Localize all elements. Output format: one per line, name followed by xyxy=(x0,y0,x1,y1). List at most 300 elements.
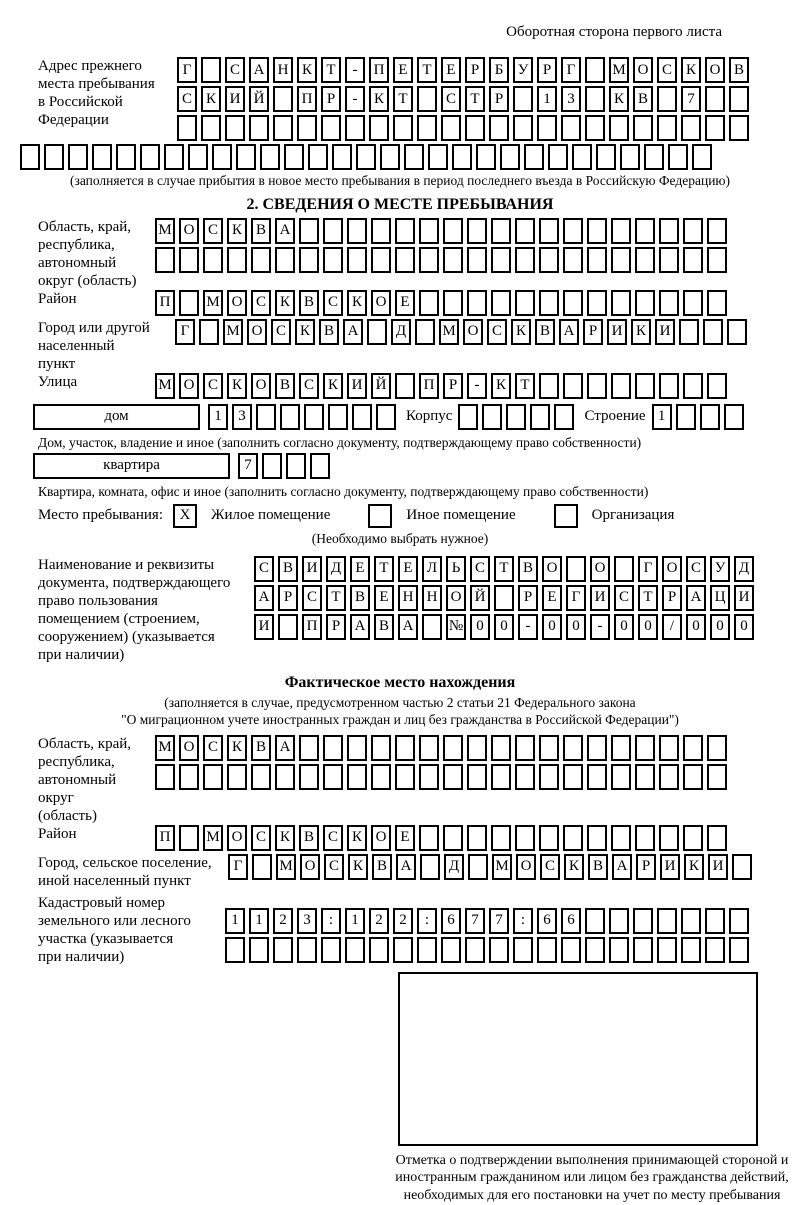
char-cell[interactable]: В xyxy=(535,319,555,345)
char-cell[interactable]: О xyxy=(542,556,562,582)
char-cell[interactable] xyxy=(683,735,703,761)
char-cell[interactable]: Л xyxy=(422,556,442,582)
char-cell[interactable] xyxy=(635,764,655,790)
char-cell[interactable]: В xyxy=(278,556,298,582)
char-cell[interactable] xyxy=(404,144,424,170)
char-cell[interactable]: М xyxy=(155,218,175,244)
char-cell[interactable]: 0 xyxy=(566,614,586,640)
char-cell[interactable] xyxy=(515,218,535,244)
char-cell[interactable]: В xyxy=(374,614,394,640)
char-cell[interactable]: Р xyxy=(321,86,341,112)
char-cell[interactable] xyxy=(539,290,559,316)
char-cell[interactable]: А xyxy=(275,735,295,761)
char-cell[interactable]: А xyxy=(249,57,269,83)
char-cell[interactable] xyxy=(393,115,413,141)
char-cell[interactable]: М xyxy=(223,319,243,345)
char-cell[interactable] xyxy=(286,453,306,479)
char-cell[interactable] xyxy=(321,937,341,963)
char-cell[interactable] xyxy=(491,764,511,790)
char-cell[interactable] xyxy=(587,764,607,790)
char-cell[interactable] xyxy=(188,144,208,170)
char-cell[interactable] xyxy=(683,247,703,273)
char-cell[interactable] xyxy=(20,144,40,170)
char-cell[interactable]: О xyxy=(633,57,653,83)
char-cell[interactable] xyxy=(367,319,387,345)
char-cell[interactable] xyxy=(395,373,415,399)
char-cell[interactable]: 0 xyxy=(734,614,754,640)
char-cell[interactable]: О xyxy=(179,218,199,244)
char-cell[interactable] xyxy=(252,854,272,880)
char-cell[interactable]: 0 xyxy=(470,614,490,640)
stay-type-checkbox-residential[interactable]: X xyxy=(173,504,197,528)
char-cell[interactable]: П xyxy=(155,290,175,316)
char-cell[interactable]: А xyxy=(612,854,632,880)
char-cell[interactable]: В xyxy=(251,218,271,244)
char-cell[interactable] xyxy=(679,319,699,345)
char-cell[interactable]: В xyxy=(299,825,319,851)
char-cell[interactable] xyxy=(443,764,463,790)
char-cell[interactable]: Т xyxy=(393,86,413,112)
char-cell[interactable]: 7 xyxy=(681,86,701,112)
char-cell[interactable] xyxy=(417,115,437,141)
char-cell[interactable] xyxy=(393,937,413,963)
char-cell[interactable]: А xyxy=(396,854,416,880)
char-cell[interactable] xyxy=(489,115,509,141)
char-cell[interactable] xyxy=(563,735,583,761)
char-cell[interactable] xyxy=(548,144,568,170)
char-cell[interactable]: Р xyxy=(636,854,656,880)
char-cell[interactable] xyxy=(611,735,631,761)
char-cell[interactable] xyxy=(563,825,583,851)
char-cell[interactable]: Н xyxy=(273,57,293,83)
char-cell[interactable] xyxy=(635,218,655,244)
char-cell[interactable] xyxy=(415,319,435,345)
char-cell[interactable] xyxy=(705,115,725,141)
char-cell[interactable] xyxy=(371,218,391,244)
char-cell[interactable]: О xyxy=(227,290,247,316)
char-cell[interactable]: М xyxy=(492,854,512,880)
char-cell[interactable]: И xyxy=(708,854,728,880)
char-cell[interactable] xyxy=(611,218,631,244)
char-cell[interactable] xyxy=(563,290,583,316)
char-cell[interactable]: - xyxy=(590,614,610,640)
char-cell[interactable] xyxy=(376,404,396,430)
char-cell[interactable] xyxy=(707,218,727,244)
char-cell[interactable]: Е xyxy=(395,290,415,316)
char-cell[interactable] xyxy=(297,937,317,963)
char-cell[interactable] xyxy=(371,764,391,790)
char-cell[interactable]: М xyxy=(439,319,459,345)
char-cell[interactable]: Е xyxy=(395,825,415,851)
char-cell[interactable] xyxy=(299,764,319,790)
char-cell[interactable]: Е xyxy=(374,585,394,611)
char-cell[interactable] xyxy=(707,373,727,399)
char-cell[interactable]: Й xyxy=(249,86,269,112)
char-cell[interactable] xyxy=(659,290,679,316)
char-cell[interactable]: П xyxy=(297,86,317,112)
char-cell[interactable]: М xyxy=(276,854,296,880)
char-cell[interactable] xyxy=(585,115,605,141)
char-cell[interactable]: Д xyxy=(391,319,411,345)
char-cell[interactable]: И xyxy=(655,319,675,345)
char-cell[interactable]: П xyxy=(369,57,389,83)
char-cell[interactable]: 1 xyxy=(225,908,245,934)
char-cell[interactable]: К xyxy=(564,854,584,880)
char-cell[interactable] xyxy=(352,404,372,430)
char-cell[interactable]: 2 xyxy=(273,908,293,934)
char-cell[interactable] xyxy=(260,144,280,170)
char-cell[interactable] xyxy=(683,373,703,399)
char-cell[interactable] xyxy=(347,735,367,761)
char-cell[interactable] xyxy=(585,937,605,963)
char-cell[interactable]: О xyxy=(705,57,725,83)
char-cell[interactable]: К xyxy=(227,218,247,244)
char-cell[interactable]: 6 xyxy=(537,908,557,934)
char-cell[interactable]: Б xyxy=(489,57,509,83)
char-cell[interactable] xyxy=(587,373,607,399)
char-cell[interactable] xyxy=(635,825,655,851)
char-cell[interactable] xyxy=(572,144,592,170)
char-cell[interactable] xyxy=(227,764,247,790)
char-cell[interactable]: 7 xyxy=(465,908,485,934)
char-cell[interactable] xyxy=(587,825,607,851)
char-cell[interactable]: О xyxy=(179,373,199,399)
char-cell[interactable] xyxy=(310,453,330,479)
char-cell[interactable]: 7 xyxy=(238,453,258,479)
char-cell[interactable] xyxy=(587,290,607,316)
char-cell[interactable] xyxy=(323,764,343,790)
char-cell[interactable] xyxy=(633,908,653,934)
char-cell[interactable]: 3 xyxy=(561,86,581,112)
char-cell[interactable]: Е xyxy=(542,585,562,611)
char-cell[interactable]: Г xyxy=(228,854,248,880)
char-cell[interactable] xyxy=(539,825,559,851)
char-cell[interactable]: 1 xyxy=(652,404,672,430)
char-cell[interactable]: М xyxy=(609,57,629,83)
char-cell[interactable] xyxy=(705,908,725,934)
char-cell[interactable]: К xyxy=(227,373,247,399)
char-cell[interactable] xyxy=(611,764,631,790)
char-cell[interactable] xyxy=(707,825,727,851)
char-cell[interactable]: А xyxy=(254,585,274,611)
char-cell[interactable] xyxy=(537,937,557,963)
char-cell[interactable] xyxy=(703,319,723,345)
char-cell[interactable]: К xyxy=(347,825,367,851)
char-cell[interactable]: С xyxy=(254,556,274,582)
char-cell[interactable] xyxy=(563,373,583,399)
char-cell[interactable] xyxy=(539,373,559,399)
char-cell[interactable] xyxy=(515,764,535,790)
char-cell[interactable]: С xyxy=(203,218,223,244)
char-cell[interactable] xyxy=(299,247,319,273)
char-cell[interactable] xyxy=(249,115,269,141)
char-cell[interactable] xyxy=(620,144,640,170)
char-cell[interactable]: С xyxy=(487,319,507,345)
char-cell[interactable] xyxy=(395,764,415,790)
char-cell[interactable]: - xyxy=(518,614,538,640)
char-cell[interactable] xyxy=(275,247,295,273)
char-cell[interactable]: Т xyxy=(494,556,514,582)
char-cell[interactable] xyxy=(201,57,221,83)
char-cell[interactable]: 2 xyxy=(393,908,413,934)
char-cell[interactable]: П xyxy=(302,614,322,640)
char-cell[interactable]: К xyxy=(227,735,247,761)
char-cell[interactable] xyxy=(676,404,696,430)
char-cell[interactable]: 0 xyxy=(614,614,634,640)
char-cell[interactable] xyxy=(212,144,232,170)
char-cell[interactable]: Д xyxy=(326,556,346,582)
char-cell[interactable] xyxy=(203,764,223,790)
char-cell[interactable] xyxy=(420,854,440,880)
char-cell[interactable] xyxy=(467,735,487,761)
char-cell[interactable] xyxy=(633,115,653,141)
char-cell[interactable] xyxy=(727,319,747,345)
char-cell[interactable] xyxy=(657,937,677,963)
stay-type-checkbox-other[interactable] xyxy=(368,504,392,528)
char-cell[interactable]: Е xyxy=(398,556,418,582)
char-cell[interactable] xyxy=(491,735,511,761)
char-cell[interactable]: П xyxy=(419,373,439,399)
char-cell[interactable]: С xyxy=(203,373,223,399)
char-cell[interactable]: В xyxy=(350,585,370,611)
char-cell[interactable] xyxy=(468,854,488,880)
char-cell[interactable] xyxy=(707,735,727,761)
char-cell[interactable] xyxy=(251,247,271,273)
char-cell[interactable]: С xyxy=(271,319,291,345)
char-cell[interactable]: С xyxy=(177,86,197,112)
char-cell[interactable]: 1 xyxy=(345,908,365,934)
char-cell[interactable]: К xyxy=(609,86,629,112)
char-cell[interactable] xyxy=(299,218,319,244)
char-cell[interactable]: М xyxy=(203,825,223,851)
char-cell[interactable] xyxy=(683,825,703,851)
char-cell[interactable] xyxy=(633,937,653,963)
char-cell[interactable]: 6 xyxy=(441,908,461,934)
char-cell[interactable] xyxy=(395,735,415,761)
char-cell[interactable] xyxy=(515,825,535,851)
char-cell[interactable]: Р xyxy=(443,373,463,399)
char-cell[interactable] xyxy=(635,373,655,399)
char-cell[interactable] xyxy=(164,144,184,170)
char-cell[interactable]: С xyxy=(225,57,245,83)
char-cell[interactable] xyxy=(681,115,701,141)
char-cell[interactable] xyxy=(513,115,533,141)
char-cell[interactable]: К xyxy=(201,86,221,112)
char-cell[interactable] xyxy=(256,404,276,430)
char-cell[interactable]: К xyxy=(681,57,701,83)
char-cell[interactable] xyxy=(683,218,703,244)
char-cell[interactable]: К xyxy=(323,373,343,399)
char-cell[interactable]: А xyxy=(686,585,706,611)
char-cell[interactable] xyxy=(491,825,511,851)
char-cell[interactable] xyxy=(561,937,581,963)
char-cell[interactable]: К xyxy=(348,854,368,880)
char-cell[interactable]: Н xyxy=(422,585,442,611)
char-cell[interactable]: Е xyxy=(393,57,413,83)
char-cell[interactable]: 1 xyxy=(537,86,557,112)
char-cell[interactable]: У xyxy=(513,57,533,83)
char-cell[interactable]: 7 xyxy=(489,908,509,934)
char-cell[interactable]: О xyxy=(662,556,682,582)
char-cell[interactable] xyxy=(705,937,725,963)
char-cell[interactable] xyxy=(659,825,679,851)
char-cell[interactable] xyxy=(491,290,511,316)
char-cell[interactable]: : xyxy=(417,908,437,934)
char-cell[interactable] xyxy=(563,218,583,244)
char-cell[interactable]: : xyxy=(513,908,533,934)
char-cell[interactable] xyxy=(683,290,703,316)
char-cell[interactable] xyxy=(92,144,112,170)
char-cell[interactable]: С xyxy=(302,585,322,611)
char-cell[interactable] xyxy=(729,908,749,934)
char-cell[interactable]: Р xyxy=(662,585,682,611)
char-cell[interactable] xyxy=(524,144,544,170)
char-cell[interactable]: К xyxy=(297,57,317,83)
char-cell[interactable] xyxy=(587,735,607,761)
char-cell[interactable]: 0 xyxy=(710,614,730,640)
char-cell[interactable]: Р xyxy=(278,585,298,611)
char-cell[interactable] xyxy=(611,290,631,316)
char-cell[interactable]: В xyxy=(588,854,608,880)
char-cell[interactable] xyxy=(356,144,376,170)
char-cell[interactable]: Г xyxy=(561,57,581,83)
char-cell[interactable] xyxy=(539,218,559,244)
char-cell[interactable]: С xyxy=(203,735,223,761)
char-cell[interactable]: 0 xyxy=(638,614,658,640)
char-cell[interactable] xyxy=(659,735,679,761)
char-cell[interactable]: Т xyxy=(326,585,346,611)
char-cell[interactable]: К xyxy=(491,373,511,399)
char-cell[interactable]: Г xyxy=(638,556,658,582)
char-cell[interactable]: : xyxy=(321,908,341,934)
char-cell[interactable] xyxy=(635,290,655,316)
char-cell[interactable] xyxy=(441,937,461,963)
char-cell[interactable] xyxy=(227,247,247,273)
char-cell[interactable] xyxy=(419,764,439,790)
char-cell[interactable]: Т xyxy=(465,86,485,112)
char-cell[interactable]: С xyxy=(323,290,343,316)
char-cell[interactable] xyxy=(539,764,559,790)
char-cell[interactable] xyxy=(155,764,175,790)
char-cell[interactable]: И xyxy=(660,854,680,880)
char-cell[interactable]: У xyxy=(710,556,730,582)
char-cell[interactable] xyxy=(345,937,365,963)
char-cell[interactable] xyxy=(251,764,271,790)
char-cell[interactable] xyxy=(273,86,293,112)
char-cell[interactable]: Т xyxy=(417,57,437,83)
char-cell[interactable]: С xyxy=(470,556,490,582)
char-cell[interactable]: И xyxy=(734,585,754,611)
char-cell[interactable]: Р xyxy=(518,585,538,611)
char-cell[interactable] xyxy=(284,144,304,170)
char-cell[interactable] xyxy=(280,404,300,430)
char-cell[interactable] xyxy=(249,937,269,963)
char-cell[interactable]: К xyxy=(684,854,704,880)
char-cell[interactable] xyxy=(657,115,677,141)
char-cell[interactable] xyxy=(116,144,136,170)
char-cell[interactable] xyxy=(177,115,197,141)
char-cell[interactable] xyxy=(419,735,439,761)
char-cell[interactable]: Е xyxy=(350,556,370,582)
char-cell[interactable] xyxy=(441,115,461,141)
char-cell[interactable]: Т xyxy=(638,585,658,611)
char-cell[interactable]: - xyxy=(345,57,365,83)
char-cell[interactable]: 6 xyxy=(561,908,581,934)
char-cell[interactable] xyxy=(332,144,352,170)
char-cell[interactable] xyxy=(201,115,221,141)
char-cell[interactable]: - xyxy=(345,86,365,112)
char-cell[interactable] xyxy=(644,144,664,170)
char-cell[interactable] xyxy=(422,614,442,640)
char-cell[interactable] xyxy=(417,86,437,112)
char-cell[interactable]: № xyxy=(446,614,466,640)
char-cell[interactable] xyxy=(328,404,348,430)
char-cell[interactable]: В xyxy=(275,373,295,399)
char-cell[interactable]: К xyxy=(275,825,295,851)
char-cell[interactable] xyxy=(273,937,293,963)
char-cell[interactable]: О xyxy=(300,854,320,880)
char-cell[interactable]: М xyxy=(155,373,175,399)
char-cell[interactable] xyxy=(609,115,629,141)
char-cell[interactable]: В xyxy=(251,735,271,761)
char-cell[interactable]: К xyxy=(369,86,389,112)
char-cell[interactable]: С xyxy=(540,854,560,880)
char-cell[interactable]: Г xyxy=(175,319,195,345)
char-cell[interactable] xyxy=(668,144,688,170)
char-cell[interactable]: А xyxy=(559,319,579,345)
char-cell[interactable] xyxy=(236,144,256,170)
char-cell[interactable] xyxy=(395,247,415,273)
char-cell[interactable] xyxy=(563,764,583,790)
char-cell[interactable] xyxy=(705,86,725,112)
char-cell[interactable] xyxy=(323,247,343,273)
char-cell[interactable]: Г xyxy=(177,57,197,83)
char-cell[interactable]: 3 xyxy=(232,404,252,430)
char-cell[interactable] xyxy=(428,144,448,170)
char-cell[interactable] xyxy=(369,937,389,963)
char-cell[interactable]: О xyxy=(251,373,271,399)
char-cell[interactable]: Д xyxy=(734,556,754,582)
char-cell[interactable]: Н xyxy=(398,585,418,611)
char-cell[interactable]: И xyxy=(607,319,627,345)
char-cell[interactable]: 1 xyxy=(249,908,269,934)
char-cell[interactable]: Ь xyxy=(446,556,466,582)
char-cell[interactable] xyxy=(443,247,463,273)
char-cell[interactable]: В xyxy=(518,556,538,582)
char-cell[interactable] xyxy=(563,247,583,273)
char-cell[interactable] xyxy=(681,908,701,934)
char-cell[interactable] xyxy=(179,825,199,851)
char-cell[interactable]: О xyxy=(371,825,391,851)
char-cell[interactable]: С xyxy=(251,825,271,851)
char-cell[interactable]: Р xyxy=(489,86,509,112)
char-cell[interactable] xyxy=(707,764,727,790)
char-cell[interactable] xyxy=(203,247,223,273)
char-cell[interactable]: / xyxy=(662,614,682,640)
char-cell[interactable] xyxy=(587,247,607,273)
char-cell[interactable] xyxy=(482,404,502,430)
char-cell[interactable] xyxy=(225,937,245,963)
char-cell[interactable] xyxy=(467,290,487,316)
char-cell[interactable]: Т xyxy=(321,57,341,83)
stay-type-checkbox-organization[interactable] xyxy=(554,504,578,528)
char-cell[interactable]: А xyxy=(350,614,370,640)
char-cell[interactable] xyxy=(417,937,437,963)
char-cell[interactable] xyxy=(513,937,533,963)
char-cell[interactable] xyxy=(467,218,487,244)
char-cell[interactable] xyxy=(635,247,655,273)
char-cell[interactable] xyxy=(609,908,629,934)
